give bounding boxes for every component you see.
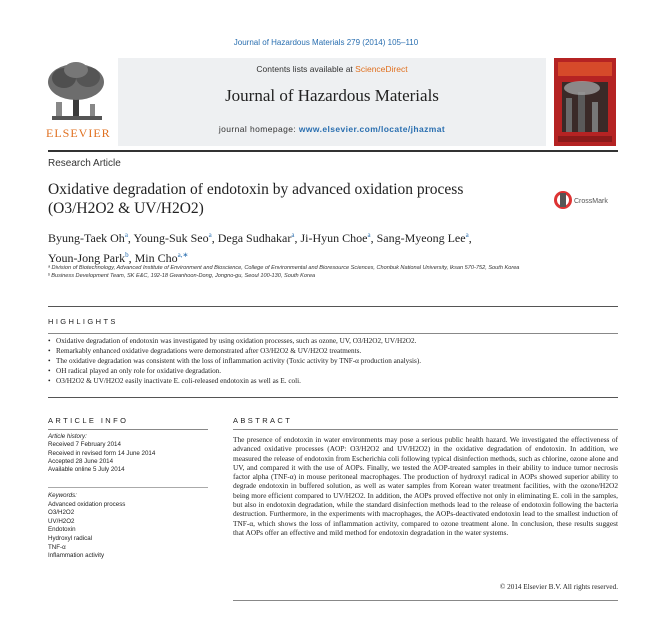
author-aff-marker[interactable]: a [208,231,212,239]
author[interactable]: Sang-Myeong Lee [376,231,466,245]
highlight-item: • OH radical played an only role for oxidative degradation. [48,367,618,377]
crossmark-badge[interactable] [553,188,613,217]
affiliation-a: ᵃ Division of Biotechnology, Advanced Institute of Environment and Bioscience, College of Environmental and Bioresource Sciences, Chonbuk National University, Iksan 570-752, South Korea [48,265,520,271]
crossmark-icon [553,188,613,212]
highlight-item: • O3/H2O2 & UV/H2O2 easily inactivate E. coli-released endotoxin as well as E. coli. [48,377,618,387]
article-history [48,433,218,474]
header-divider [48,150,618,152]
contents-prefix: Contents lists available at [256,64,356,74]
journal-reference[interactable]: Journal of Hazardous Materials 279 (2014) 105–110 [233,38,419,47]
section-divider [48,306,618,307]
keywords [48,492,218,561]
homepage-link[interactable]: www.elsevier.com/locate/jhazmat [298,124,446,134]
highlight-item: • Oxidative degradation of endotoxin was investigated by using oxidation processes, such as ozone, UV, O3/H2O2, UV/H2O2. [48,337,618,347]
article-type: Research Article [48,158,121,169]
highlights-divider [48,333,618,334]
abstract-text: The presence of endotoxin in water environments may pose a serious public health hazard. We investigated the effectiveness of advanced oxidative processes (AOP: O3/H2O2 and UV/H2O2) in the oxidative degradation of endotoxin. In addition, we measured the release of endotoxin from Escherichia coli following typical disinfection methods, such as chlorine, ozone alone and UV, and compared it with the use of AOPs. Finally, we tested the AOP-treated samples in their ability to induce tumor necrosis factor alpha (TNF-α) in mouse peritoneal macrophages. The production of hydroxyl radical in AOPs showed superior ability to degrade endotoxin in buffered solution, as well as water samples from Korean water treatment facilities, with the ozone/H2O2 being more efficient compared to UV/H2O2. In addition, the AOPs proved effective not only in eliminating E. coli in the samples, but also in endotoxin degradation, while the standard disinfection methods lead to the release of endotoxin following the bacteria destruction. Furthermore, in the experiments with macrophages, the AOPs-deactivated endotoxin lead to the smallest induction of TNF-α, which shows the loss of inflammation activity, compared to ozone treatment alone. In conclusion, these results suggest that AOPs offer an effective and mild method for endotoxin degradation in the water systems. [233,435,618,537]
keyword-item: O3/H2O2 [48,509,75,517]
highlights-bottom-divider [48,397,618,398]
publisher-logo-text: ELSEVIER [46,126,111,140]
affiliations [48,264,568,280]
keyword-item: Endotoxin [48,526,76,534]
author[interactable]: Min Cho [134,251,178,265]
article-title-line2: (O3/H2O2 & UV/H2O2) [48,200,204,217]
author[interactable]: Dega Sudhakar [217,231,292,245]
article-history-label: Article history: [48,433,87,440]
author-list: Byung-Taek Oh$^a$, Young-Suk Seo$^a$, Dega Sudhakar$^a$, Ji-Hyun Choe$^a$, Sang-Myeong Lee$^a$, Youn-Jong Park$^b$, Min Cho$^{a,∗}$ [48,231,472,265]
author[interactable]: Byung-Taek Oh [48,231,125,245]
keyword-item: Inflammation activity [48,552,105,560]
author[interactable]: Youn-Jong Park [48,251,126,265]
article-title [48,180,518,218]
history-item: Received in revised form 14 June 2014 [48,449,156,457]
journal-homepage-line [118,124,546,134]
article-info-heading: ARTICLE INFO [48,416,129,425]
history-item: Available online 5 July 2014 [48,466,125,474]
keyword-item: TNF-α [48,543,66,551]
highlights-heading: HIGHLIGHTS [48,317,118,326]
author-aff-marker[interactable]: a [291,231,295,239]
keywords-label: Keywords: [48,492,77,499]
keyword-item: Advanced oxidation process [48,500,126,508]
article-title-line1: Oxidative degradation of endotoxin by advanced oxidation process [48,181,464,198]
highlight-item: • Remarkably enhanced oxidative degradations were demonstrated after O3/H2O2 & UV/H2O2 treatments. [48,347,618,357]
sciencedirect-link[interactable]: ScienceDirect [355,64,408,74]
journal-cover-image [554,58,616,146]
author-aff-marker[interactable]: b [125,251,129,259]
author-aff-marker[interactable]: a,∗ [177,251,189,259]
abstract-divider [233,429,618,430]
contents-list-line [118,64,546,74]
affiliation-b: ᵇ Business Development Team, SK E&C, 192-18 Gwanhoon-Dong, Jongno-gu, Seoul 100-130, South Korea [48,273,316,279]
highlight-item: • The oxidative degradation was consistent with the loss of inflammation activity (Toxic activity by TNF-α production analysis). [48,357,618,367]
journal-title: Journal of Hazardous Materials [225,86,439,105]
abstract-heading: ABSTRACT [233,416,293,425]
keyword-item: UV/H2O2 [48,517,75,525]
homepage-prefix: journal homepage: [218,124,299,134]
author-aff-marker[interactable]: a [367,231,371,239]
author[interactable]: Ji-Hyun Choe [300,231,368,245]
keyword-item: Hydroxyl radical [48,534,93,542]
author-aff-marker[interactable]: a [124,231,128,239]
copyright-notice: © 2014 Elsevier B.V. All rights reserved. [499,583,618,591]
history-item: Accepted 28 June 2014 [48,457,114,465]
history-divider [48,487,208,488]
article-info-divider [48,429,208,430]
abstract-bottom-divider [233,600,618,601]
crossmark-label: CrossMark [574,198,608,205]
history-item: Received 7 February 2014 [48,441,121,449]
highlights-list [48,337,618,387]
author[interactable]: Young-Suk Seo [133,231,209,245]
author-aff-marker[interactable]: a [465,231,469,239]
